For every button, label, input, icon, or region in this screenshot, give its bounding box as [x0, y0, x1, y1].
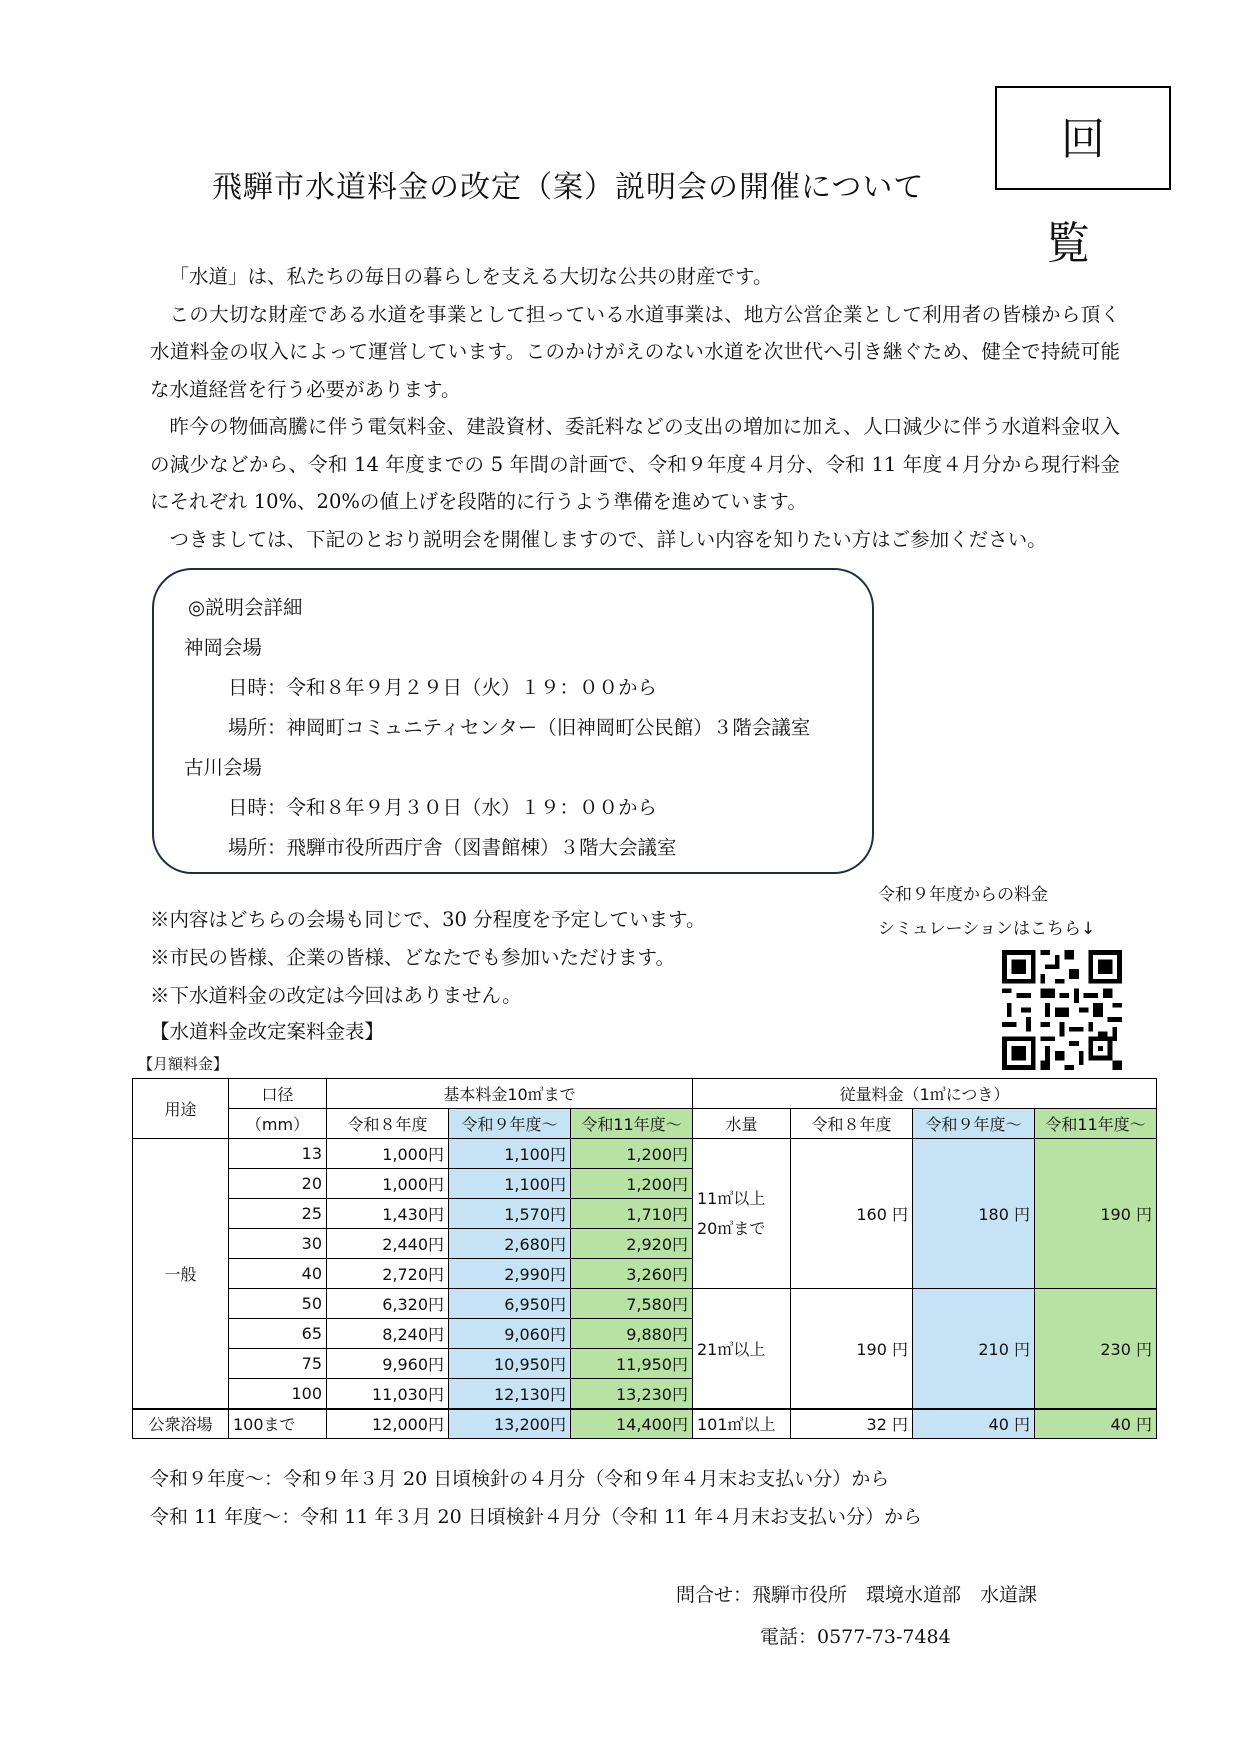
volume-tier-1: [693, 1139, 791, 1289]
bath-r9: 40 円: [913, 1409, 1035, 1439]
diameter-cell: 50: [229, 1289, 327, 1319]
header-r9: 令和９年度～: [449, 1109, 571, 1139]
paragraph: 「水道」は、私たちの毎日の暮らしを支える大切な公共の財産です。: [169, 265, 773, 288]
tier2-r11: 230 円: [1035, 1289, 1157, 1409]
fee-r11-cell: 3,260円: [571, 1259, 693, 1289]
volume-bath: 101㎥以上: [693, 1409, 791, 1439]
fee-r8-cell: 1,000円: [327, 1139, 449, 1169]
diameter-cell: 30: [229, 1229, 327, 1259]
furukawa-venue: 古川会場: [184, 756, 263, 779]
furukawa-place: 場所：飛騨市役所西庁舎（図書館棟）３階大会議室: [228, 836, 677, 859]
diameter-cell: 20: [229, 1169, 327, 1199]
tier2-r8: 190 円: [791, 1289, 913, 1409]
fee-r9-cell: 2,680円: [449, 1229, 571, 1259]
header-metered-fee: 従量料金（1㎥につき）: [693, 1079, 1157, 1109]
fee-table: [132, 1078, 1157, 1439]
simulation-text: 令和９年度からの料金: [878, 885, 1048, 905]
bath-r11: 40 円: [1035, 1409, 1157, 1439]
header-volume: 水量: [693, 1109, 791, 1139]
tier1-r9: 180 円: [913, 1139, 1035, 1289]
paragraph: 昨今の物価高騰に伴う電気料金、建設資材、委託料などの支出の増加に加え、人口減少に伴う水道料金収入の減少などから、令和 14 年度までの 5 年間の計画で、令和９年度４月分、令和 11 年度４月分から現行料金にそれぞれ 10%、20%の値上げを段階的に行うよう準備を進めています。: [150, 415, 1120, 513]
paragraph: この大切な財産である水道を事業として担っている水道事業は、地方公営企業として利用者の皆様から頂く水道料金の収入によって運営しています。このかけがえのない水道を次世代へ引き継ぐため、健全で持続可能な水道経営を行う必要があります。: [150, 302, 1120, 401]
fee-r8-cell: 2,720円: [327, 1259, 449, 1289]
fee-r11-cell: 13,230円: [571, 1379, 693, 1409]
tier2-r9: 210 円: [913, 1289, 1035, 1409]
diameter-cell: 40: [229, 1259, 327, 1289]
fee-r9-cell: 9,060円: [449, 1319, 571, 1349]
fee-r11-cell: 2,920円: [571, 1229, 693, 1259]
header-r11-metered: 令和11年度～: [1035, 1109, 1157, 1139]
table-label: 【月額料金】: [138, 1055, 229, 1073]
header-mm: （mm）: [229, 1109, 327, 1139]
fee-r8-cell: 11,030円: [327, 1379, 449, 1409]
details-box: [152, 568, 874, 874]
volume-tier-1-to: 20㎥まで: [697, 1218, 766, 1238]
fee-r9-cell: 1,100円: [449, 1139, 571, 1169]
table-row: [133, 1139, 1157, 1169]
tier1-r11: 190 円: [1035, 1139, 1157, 1289]
fee-r11-cell: 1,710円: [571, 1199, 693, 1229]
fee-r8-cell: 6,320円: [327, 1289, 449, 1319]
simulation-text: シミュレーションはこちら↓: [878, 919, 1096, 939]
furukawa-date: 日時：令和８年９月３０日（水）１９：００から: [228, 796, 658, 819]
table-header-row: [133, 1109, 1157, 1139]
table-header-row: [133, 1079, 1157, 1109]
header-youto: 用途: [133, 1079, 229, 1139]
fee-r8-cell: 12,000円: [327, 1409, 449, 1439]
volume-tier-2: 21㎥以上: [693, 1289, 791, 1409]
diameter-cell: 100: [229, 1379, 327, 1409]
kamioka-venue: 神岡会場: [184, 636, 263, 659]
body-text: [150, 258, 1120, 558]
fee-r8-cell: 1,430円: [327, 1199, 449, 1229]
diameter-cell: 100まで: [229, 1409, 327, 1439]
note: ※内容はどちらの会場も同じで、30 分程度を予定しています。: [150, 908, 706, 931]
fee-r11-cell: 11,950円: [571, 1349, 693, 1379]
footnote: 令和９年度～：令和９年３月 20 日頃検針の４月分（令和９年４月末お支払い分）から: [150, 1468, 890, 1490]
fee-r11-cell: 7,580円: [571, 1289, 693, 1319]
details-heading: ◎説明会詳細: [188, 596, 303, 619]
paragraph: つきましては、下記のとおり説明会を開催しますので、詳しい内容を知りたい方はご参加ください。: [169, 527, 1047, 551]
fee-r11-cell: 9,880円: [571, 1319, 693, 1349]
fee-r9-cell: 2,990円: [449, 1259, 571, 1289]
header-r11: 令和11年度～: [571, 1109, 693, 1139]
tier1-r8: 160 円: [791, 1139, 913, 1289]
diameter-cell: 75: [229, 1349, 327, 1379]
header-r8-metered: 令和８年度: [791, 1109, 913, 1139]
contact-info: 問合せ：飛騨市役所 環境水道部 水道課: [676, 1584, 1038, 1606]
fee-r9-cell: 13,200円: [449, 1409, 571, 1439]
diameter-cell: 65: [229, 1319, 327, 1349]
footnote: 令和 11 年度～：令和 11 年３月 20 日頃検針４月分（令和 11 年４月末お支払い分）から: [150, 1506, 923, 1528]
fee-r8-cell: 1,000円: [327, 1169, 449, 1199]
note: ※下水道料金の改定は今回はありません。: [150, 984, 522, 1007]
fee-r9-cell: 6,950円: [449, 1289, 571, 1319]
fee-r9-cell: 1,100円: [449, 1169, 571, 1199]
header-kokei: 口径: [229, 1079, 327, 1109]
table-row: [133, 1289, 1157, 1319]
fee-r8-cell: 8,240円: [327, 1319, 449, 1349]
category-general: 一般: [133, 1139, 229, 1409]
contact-phone: 電話：0577-73-7484: [760, 1626, 951, 1648]
kamioka-place: 場所：神岡町コミュニティセンター（旧神岡町公民館）３階会議室: [228, 716, 811, 739]
header-r8: 令和８年度: [327, 1109, 449, 1139]
diameter-cell: 25: [229, 1199, 327, 1229]
fee-r9-cell: 1,570円: [449, 1199, 571, 1229]
diameter-cell: 13: [229, 1139, 327, 1169]
fee-r9-cell: 10,950円: [449, 1349, 571, 1379]
note: ※市民の皆様、企業の皆様、どなたでも参加いただけます。: [150, 946, 675, 969]
fee-r8-cell: 2,440円: [327, 1229, 449, 1259]
volume-tier-1-from: 11㎥以上: [697, 1188, 766, 1208]
kairan-stamp: 回 覧: [995, 86, 1171, 190]
table-caption: 【水道料金改定案料金表】: [150, 1020, 385, 1043]
header-basic-fee: 基本料金10㎥まで: [327, 1079, 693, 1109]
header-r9-metered: 令和９年度～: [913, 1109, 1035, 1139]
bath-r8: 32 円: [791, 1409, 913, 1439]
fee-r11-cell: 1,200円: [571, 1139, 693, 1169]
kamioka-date: 日時：令和８年９月２９日（火）１９：００から: [228, 676, 658, 699]
qr-code-icon[interactable]: [1002, 950, 1122, 1070]
fee-r11-cell: 14,400円: [571, 1409, 693, 1439]
fee-r9-cell: 12,130円: [449, 1379, 571, 1409]
table-row-public-bath: [133, 1409, 1157, 1439]
fee-r8-cell: 9,960円: [327, 1349, 449, 1379]
fee-r11-cell: 1,200円: [571, 1169, 693, 1199]
page-title: 飛騨市水道料金の改定（案）説明会の開催について: [212, 170, 925, 205]
category-public-bath: 公衆浴場: [133, 1409, 229, 1439]
